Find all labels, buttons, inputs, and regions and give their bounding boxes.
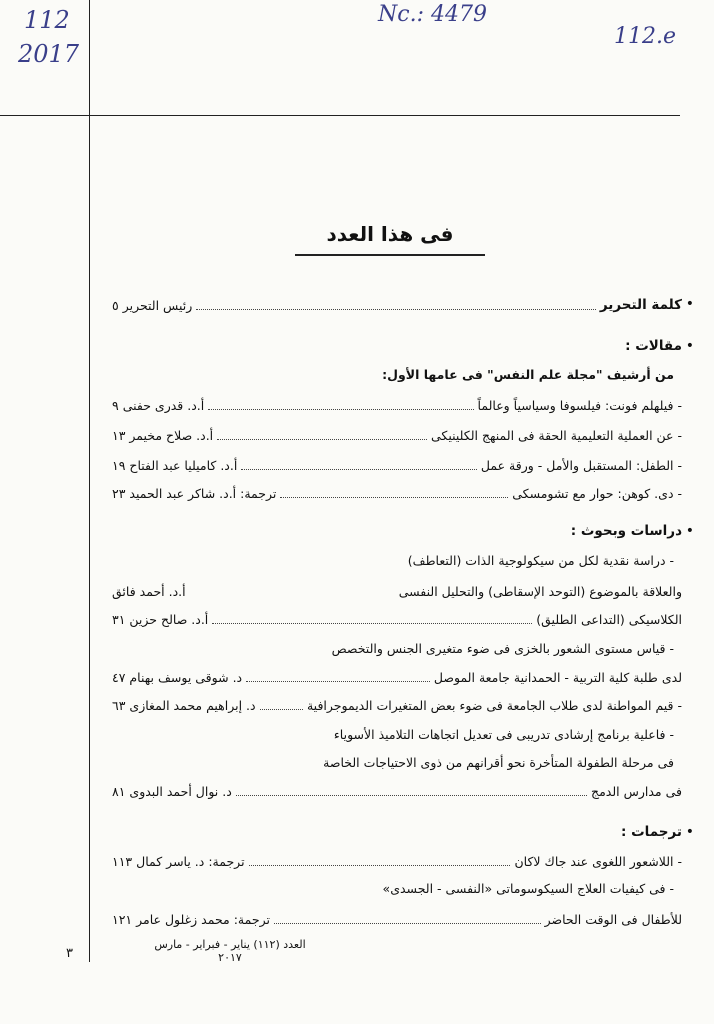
toc-line: - فاعلية برنامج إرشادى تدريبى فى تعديل اتجاهات التلاميذ الأسوياء	[333, 726, 674, 742]
toc-entry	[112, 664, 682, 690]
leader-dots	[236, 787, 587, 796]
leader-dots	[249, 857, 511, 866]
toc-entry-title: والعلاقة بالموضوع (التوحد الإسقاطى) والتحليل النفسى	[398, 583, 682, 599]
toc-line: فى مرحلة الطفولة المتأخرة نحو أقرانهم من ذوى الاحتياجات الخاصة	[323, 754, 674, 770]
leader-dots	[208, 401, 473, 410]
toc-entry	[112, 606, 682, 632]
toc-line: - فى كيفيات العلاج السيكوسوماتى «النفسى - الجسدى»	[382, 880, 674, 896]
toc-line: - دراسة نقدية لكل من سيكولوجية الذات (التعاطف)	[407, 552, 674, 568]
handwritten-volume: 112	[24, 6, 70, 34]
editorial-title: كلمة التحرير	[599, 297, 682, 313]
leader-dots	[217, 431, 427, 440]
editorial-author: رئيس التحرير ٥	[112, 297, 193, 313]
section-heading-translations: ترجمات :	[621, 824, 682, 840]
toc-entry-author-page: ترجمة: محمد زغلول عامر ١٢١	[112, 911, 270, 927]
toc-entry-title: فى مدارس الدمج	[591, 783, 682, 799]
toc-entry	[112, 906, 682, 932]
toc-entry	[112, 480, 682, 506]
toc-line	[112, 578, 682, 604]
toc-entry	[112, 848, 682, 874]
toc-entry-title: للأطفال فى الوقت الحاضر	[544, 911, 682, 927]
section-heading-studies: دراسات وبحوث :	[570, 523, 682, 539]
toc-line: - قياس مستوى الشعور بالخزى فى ضوء متغيرى الجنس والتخصص	[331, 640, 674, 656]
toc-entry-author-page: د. شوقى يوسف بهنام ٤٧	[112, 669, 243, 685]
page-number: ٣	[66, 946, 73, 961]
toc-entry-title: الكلاسيكى (التداعى الطليق)	[536, 611, 682, 627]
toc-entry-title: - فيلهلم فونت: فيلسوفا وسياسياً وعالماً	[477, 397, 682, 413]
toc-entry-author-page: ترجمة: أ.د. شاكر عبد الحميد ٢٣	[112, 485, 277, 501]
toc-entry-title: - قيم المواطنة لدى طلاب الجامعة فى ضوء بعض المتغيرات الديموجرافية	[306, 697, 682, 713]
leader-dots	[246, 673, 430, 682]
bullet-translations: •	[685, 824, 694, 840]
toc-entry-author-page: أ.د. صالح حزين ٣١	[112, 611, 209, 627]
toc-entry	[112, 422, 682, 448]
toc-entry-title: - عن العملية التعليمية الحقة فى المنهج الكلينيكى	[431, 427, 682, 443]
bullet-articles: •	[685, 338, 694, 354]
section-heading-articles: مقالات :	[625, 338, 682, 354]
toc-entry-title: لدى طلبة كلية التربية - الحمدانية جامعة الموصل	[433, 669, 682, 685]
toc-entry-author-page: أ.د. صلاح مخيمر ١٣	[112, 427, 214, 443]
bullet-studies: •	[685, 523, 694, 539]
leader-dots	[241, 461, 477, 470]
toc-entry-author-page: أ.د. قدرى حفنى ٩	[112, 397, 205, 413]
toc-entry-title: - دى. كوهن: حوار مع تشومسكى	[512, 485, 682, 501]
leader-dots	[260, 701, 303, 710]
toc-entry	[112, 692, 682, 718]
toc-entry-title: - الطفل: المستقبل والأمل - ورقة عمل	[480, 457, 682, 473]
page-title: فى هذا العدد	[326, 222, 454, 246]
toc-entry-author-page: د. إبراهيم محمد المغازى ٦٣	[112, 697, 256, 713]
leader-dots	[274, 915, 541, 924]
bullet-editorial: •	[685, 296, 694, 312]
toc-entry	[112, 392, 682, 418]
toc-entry	[112, 778, 682, 804]
toc-entry-title: - اللاشعور اللغوى عند جاك لاكان	[514, 853, 682, 869]
toc-entry-author-page: أ.د. كاميليا عبد الفتاح ١٩	[112, 457, 238, 473]
leader-dots	[196, 301, 596, 310]
archive-intro: من أرشيف "مجلة علم النفس" فى عامها الأول:	[382, 366, 674, 382]
leader-dots	[280, 489, 508, 498]
handwritten-accession-number: Nc.: 4479	[378, 2, 487, 27]
toc-entry-author: أ.د. أحمد فائق	[112, 583, 186, 599]
leader-dots	[212, 615, 532, 624]
handwritten-shelf-mark: 112.e	[614, 24, 677, 49]
toc-entry	[112, 452, 682, 478]
title-underline	[295, 254, 485, 256]
toc-entry-editorial	[112, 292, 682, 318]
toc-entry-author-page: د. نوال أحمد البدوى ٨١	[112, 783, 232, 799]
toc-entry-author-page: ترجمة: د. ياسر كمال ١١٣	[112, 853, 245, 869]
margin-rule-vertical	[89, 0, 90, 962]
margin-rule-horizontal	[0, 115, 680, 116]
handwritten-year: 2017	[18, 40, 80, 68]
issue-footer: العدد (١١٢) يناير - فبراير - مارس ٢٠١٧	[154, 938, 306, 964]
